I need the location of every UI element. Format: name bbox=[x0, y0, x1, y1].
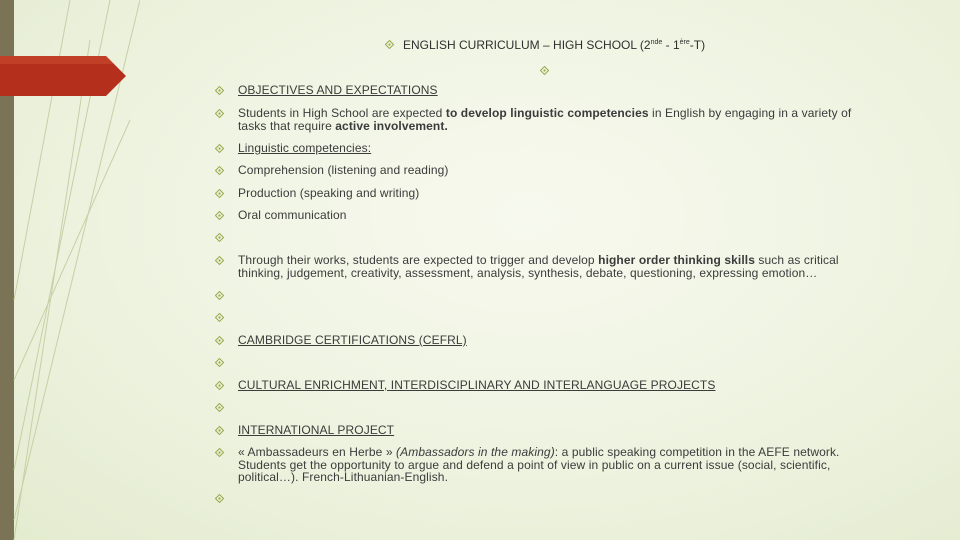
bullet-icon bbox=[215, 211, 224, 220]
bullet-icon bbox=[215, 189, 224, 198]
thinking-skills-text: Through their works, students are expected to trigger and develop higher order thinking skills such as critical thinking, judgement, creativity, assessment, analysis, synthesis, debate, questioning, expressing emotion… bbox=[238, 253, 839, 280]
cultural-heading: CULTURAL ENRICHMENT, INTERDISCIPLINARY AND INTERLANGUAGE PROJECTS bbox=[238, 378, 716, 392]
students-text: Students in High School are expected to develop linguistic competencies in English by engaging in a variety of tasks that require active involvement. bbox=[238, 106, 852, 133]
objectives-heading: OBJECTIVES AND EXPECTATIONS bbox=[238, 83, 438, 97]
bullet-icon bbox=[215, 426, 224, 435]
bullet-icon bbox=[215, 381, 224, 390]
international-heading: INTERNATIONAL PROJECT bbox=[238, 423, 395, 437]
page-title: ENGLISH CURRICULUM – HIGH SCHOOL (2nde - 1ère-T) bbox=[403, 38, 706, 52]
bullet-icon bbox=[215, 336, 224, 345]
bullet-icon bbox=[215, 233, 224, 242]
bullet-icon bbox=[215, 144, 224, 153]
comprehension-item: Comprehension (listening and reading) bbox=[238, 163, 449, 177]
bullet-icon bbox=[215, 448, 224, 457]
ambassadeurs-text: « Ambassadeurs en Herbe » (Ambassadors in the making): a public speaking competition in the AEFE network. Students get the opportunity to argue and defend a point of view in public on a current issue (social, scientific, political…). French-Lithuanian-English. bbox=[238, 445, 840, 484]
bullet-icon bbox=[215, 313, 224, 322]
production-item: Production (speaking and writing) bbox=[238, 186, 420, 200]
bullet-icon bbox=[215, 494, 224, 503]
bullet-icon bbox=[215, 291, 224, 300]
cambridge-heading: CAMBRIDGE CERTIFICATIONS (CEFRL) bbox=[238, 333, 467, 347]
bullet-icon bbox=[215, 403, 224, 412]
bullet-icon bbox=[215, 86, 224, 95]
linguistic-heading: Linguistic competencies: bbox=[238, 141, 372, 155]
bullet-icon bbox=[215, 358, 224, 367]
bullet-icon bbox=[215, 166, 224, 175]
bullet-icon bbox=[215, 256, 224, 265]
subtitle-bullet-icon bbox=[540, 66, 549, 75]
oral-item: Oral communication bbox=[238, 208, 347, 222]
title-accent-tab bbox=[0, 56, 128, 96]
bullet-icon bbox=[215, 109, 224, 118]
title-bullet-icon bbox=[385, 40, 394, 49]
